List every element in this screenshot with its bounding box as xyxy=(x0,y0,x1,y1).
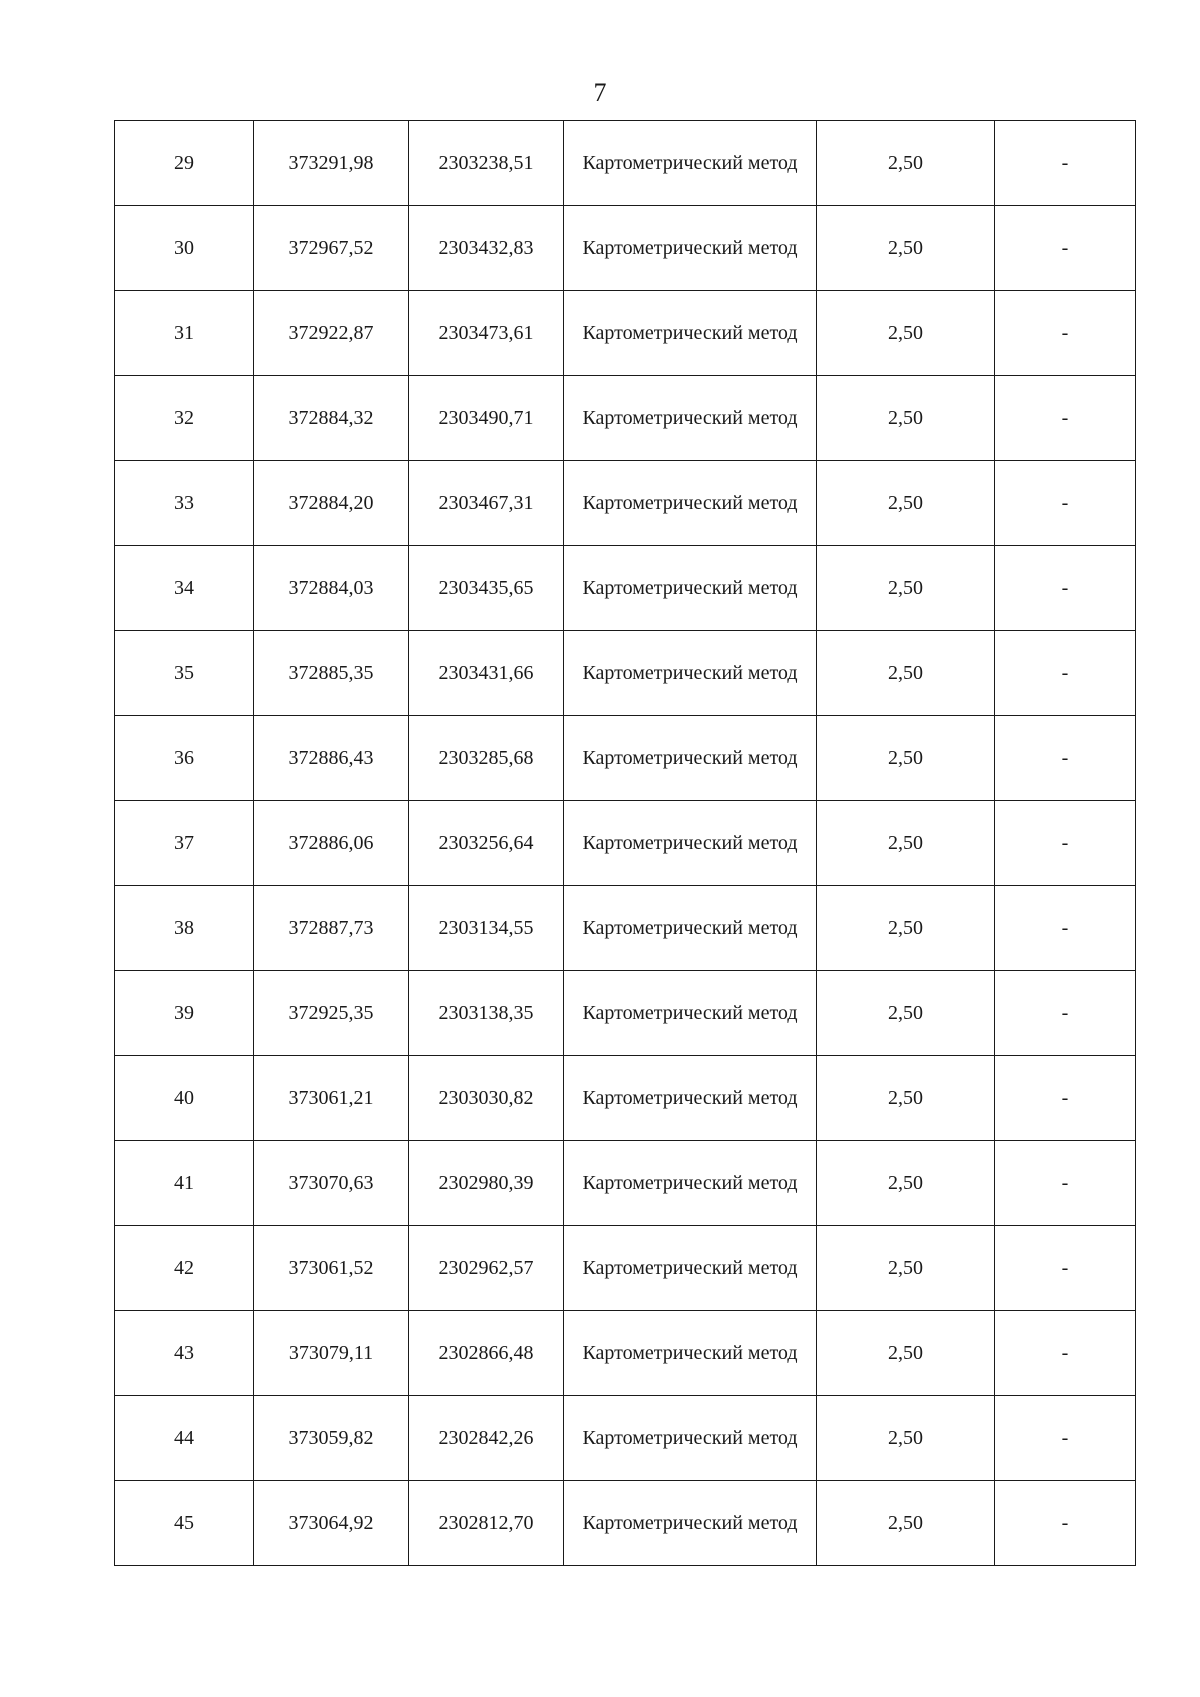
point-number-cell: 37 xyxy=(115,801,254,886)
method-cell: Картометрический метод xyxy=(564,716,817,801)
coordinates-table-container xyxy=(114,120,1135,1566)
point-number-cell: 44 xyxy=(115,1396,254,1481)
y-coordinate-cell: 2303490,71 xyxy=(409,376,564,461)
table-row xyxy=(115,886,1136,971)
note-cell: - xyxy=(995,716,1136,801)
table-row xyxy=(115,461,1136,546)
y-coordinate-cell: 2303435,65 xyxy=(409,546,564,631)
x-coordinate-cell: 372922,87 xyxy=(254,291,409,376)
note-cell: - xyxy=(995,291,1136,376)
y-coordinate-cell: 2303473,61 xyxy=(409,291,564,376)
table-row xyxy=(115,546,1136,631)
table-row xyxy=(115,1056,1136,1141)
x-coordinate-cell: 372886,06 xyxy=(254,801,409,886)
accuracy-cell: 2,50 xyxy=(817,1481,995,1566)
x-coordinate-cell: 372884,20 xyxy=(254,461,409,546)
accuracy-cell: 2,50 xyxy=(817,971,995,1056)
table-body xyxy=(115,121,1136,1566)
note-cell: - xyxy=(995,801,1136,886)
method-cell: Картометрический метод xyxy=(564,1141,817,1226)
y-coordinate-cell: 2302962,57 xyxy=(409,1226,564,1311)
y-coordinate-cell: 2303431,66 xyxy=(409,631,564,716)
point-number-cell: 39 xyxy=(115,971,254,1056)
point-number-cell: 35 xyxy=(115,631,254,716)
note-cell: - xyxy=(995,1481,1136,1566)
method-cell: Картометрический метод xyxy=(564,1396,817,1481)
note-cell: - xyxy=(995,376,1136,461)
x-coordinate-cell: 372884,32 xyxy=(254,376,409,461)
accuracy-cell: 2,50 xyxy=(817,1226,995,1311)
x-coordinate-cell: 373061,21 xyxy=(254,1056,409,1141)
table-row xyxy=(115,716,1136,801)
note-cell: - xyxy=(995,546,1136,631)
x-coordinate-cell: 372925,35 xyxy=(254,971,409,1056)
x-coordinate-cell: 372884,03 xyxy=(254,546,409,631)
method-cell: Картометрический метод xyxy=(564,1481,817,1566)
method-cell: Картометрический метод xyxy=(564,631,817,716)
x-coordinate-cell: 373061,52 xyxy=(254,1226,409,1311)
note-cell: - xyxy=(995,461,1136,546)
x-coordinate-cell: 372887,73 xyxy=(254,886,409,971)
table-row xyxy=(115,206,1136,291)
accuracy-cell: 2,50 xyxy=(817,461,995,546)
method-cell: Картометрический метод xyxy=(564,886,817,971)
accuracy-cell: 2,50 xyxy=(817,291,995,376)
note-cell: - xyxy=(995,1056,1136,1141)
method-cell: Картометрический метод xyxy=(564,291,817,376)
note-cell: - xyxy=(995,631,1136,716)
method-cell: Картометрический метод xyxy=(564,376,817,461)
note-cell: - xyxy=(995,1141,1136,1226)
accuracy-cell: 2,50 xyxy=(817,376,995,461)
point-number-cell: 29 xyxy=(115,121,254,206)
point-number-cell: 42 xyxy=(115,1226,254,1311)
table-row xyxy=(115,376,1136,461)
accuracy-cell: 2,50 xyxy=(817,716,995,801)
y-coordinate-cell: 2302980,39 xyxy=(409,1141,564,1226)
table-row xyxy=(115,1226,1136,1311)
table-row xyxy=(115,1481,1136,1566)
coordinates-table xyxy=(114,120,1136,1566)
note-cell: - xyxy=(995,886,1136,971)
point-number-cell: 45 xyxy=(115,1481,254,1566)
method-cell: Картометрический метод xyxy=(564,546,817,631)
point-number-cell: 31 xyxy=(115,291,254,376)
note-cell: - xyxy=(995,1396,1136,1481)
y-coordinate-cell: 2302842,26 xyxy=(409,1396,564,1481)
point-number-cell: 38 xyxy=(115,886,254,971)
table-row xyxy=(115,291,1136,376)
y-coordinate-cell: 2302812,70 xyxy=(409,1481,564,1566)
accuracy-cell: 2,50 xyxy=(817,546,995,631)
table-row xyxy=(115,1396,1136,1481)
x-coordinate-cell: 373064,92 xyxy=(254,1481,409,1566)
x-coordinate-cell: 373079,11 xyxy=(254,1311,409,1396)
x-coordinate-cell: 373059,82 xyxy=(254,1396,409,1481)
point-number-cell: 32 xyxy=(115,376,254,461)
point-number-cell: 36 xyxy=(115,716,254,801)
table-row xyxy=(115,1141,1136,1226)
y-coordinate-cell: 2303432,83 xyxy=(409,206,564,291)
x-coordinate-cell: 372967,52 xyxy=(254,206,409,291)
y-coordinate-cell: 2303467,31 xyxy=(409,461,564,546)
accuracy-cell: 2,50 xyxy=(817,206,995,291)
y-coordinate-cell: 2303134,55 xyxy=(409,886,564,971)
accuracy-cell: 2,50 xyxy=(817,631,995,716)
y-coordinate-cell: 2302866,48 xyxy=(409,1311,564,1396)
accuracy-cell: 2,50 xyxy=(817,1141,995,1226)
x-coordinate-cell: 373291,98 xyxy=(254,121,409,206)
table-row xyxy=(115,631,1136,716)
accuracy-cell: 2,50 xyxy=(817,1396,995,1481)
y-coordinate-cell: 2303138,35 xyxy=(409,971,564,1056)
method-cell: Картометрический метод xyxy=(564,206,817,291)
method-cell: Картометрический метод xyxy=(564,121,817,206)
x-coordinate-cell: 372885,35 xyxy=(254,631,409,716)
point-number-cell: 41 xyxy=(115,1141,254,1226)
point-number-cell: 40 xyxy=(115,1056,254,1141)
method-cell: Картометрический метод xyxy=(564,1056,817,1141)
y-coordinate-cell: 2303285,68 xyxy=(409,716,564,801)
point-number-cell: 43 xyxy=(115,1311,254,1396)
table-row xyxy=(115,971,1136,1056)
x-coordinate-cell: 373070,63 xyxy=(254,1141,409,1226)
method-cell: Картометрический метод xyxy=(564,1226,817,1311)
table-row xyxy=(115,1311,1136,1396)
point-number-cell: 34 xyxy=(115,546,254,631)
y-coordinate-cell: 2303256,64 xyxy=(409,801,564,886)
method-cell: Картометрический метод xyxy=(564,1311,817,1396)
x-coordinate-cell: 372886,43 xyxy=(254,716,409,801)
accuracy-cell: 2,50 xyxy=(817,121,995,206)
accuracy-cell: 2,50 xyxy=(817,1311,995,1396)
method-cell: Картометрический метод xyxy=(564,971,817,1056)
method-cell: Картометрический метод xyxy=(564,461,817,546)
note-cell: - xyxy=(995,121,1136,206)
page-number: 7 xyxy=(593,78,607,107)
point-number-cell: 30 xyxy=(115,206,254,291)
note-cell: - xyxy=(995,1311,1136,1396)
note-cell: - xyxy=(995,1226,1136,1311)
accuracy-cell: 2,50 xyxy=(817,801,995,886)
point-number-cell: 33 xyxy=(115,461,254,546)
table-row xyxy=(115,801,1136,886)
y-coordinate-cell: 2303238,51 xyxy=(409,121,564,206)
note-cell: - xyxy=(995,206,1136,291)
method-cell: Картометрический метод xyxy=(564,801,817,886)
accuracy-cell: 2,50 xyxy=(817,1056,995,1141)
note-cell: - xyxy=(995,971,1136,1056)
accuracy-cell: 2,50 xyxy=(817,886,995,971)
y-coordinate-cell: 2303030,82 xyxy=(409,1056,564,1141)
table-row xyxy=(115,121,1136,206)
